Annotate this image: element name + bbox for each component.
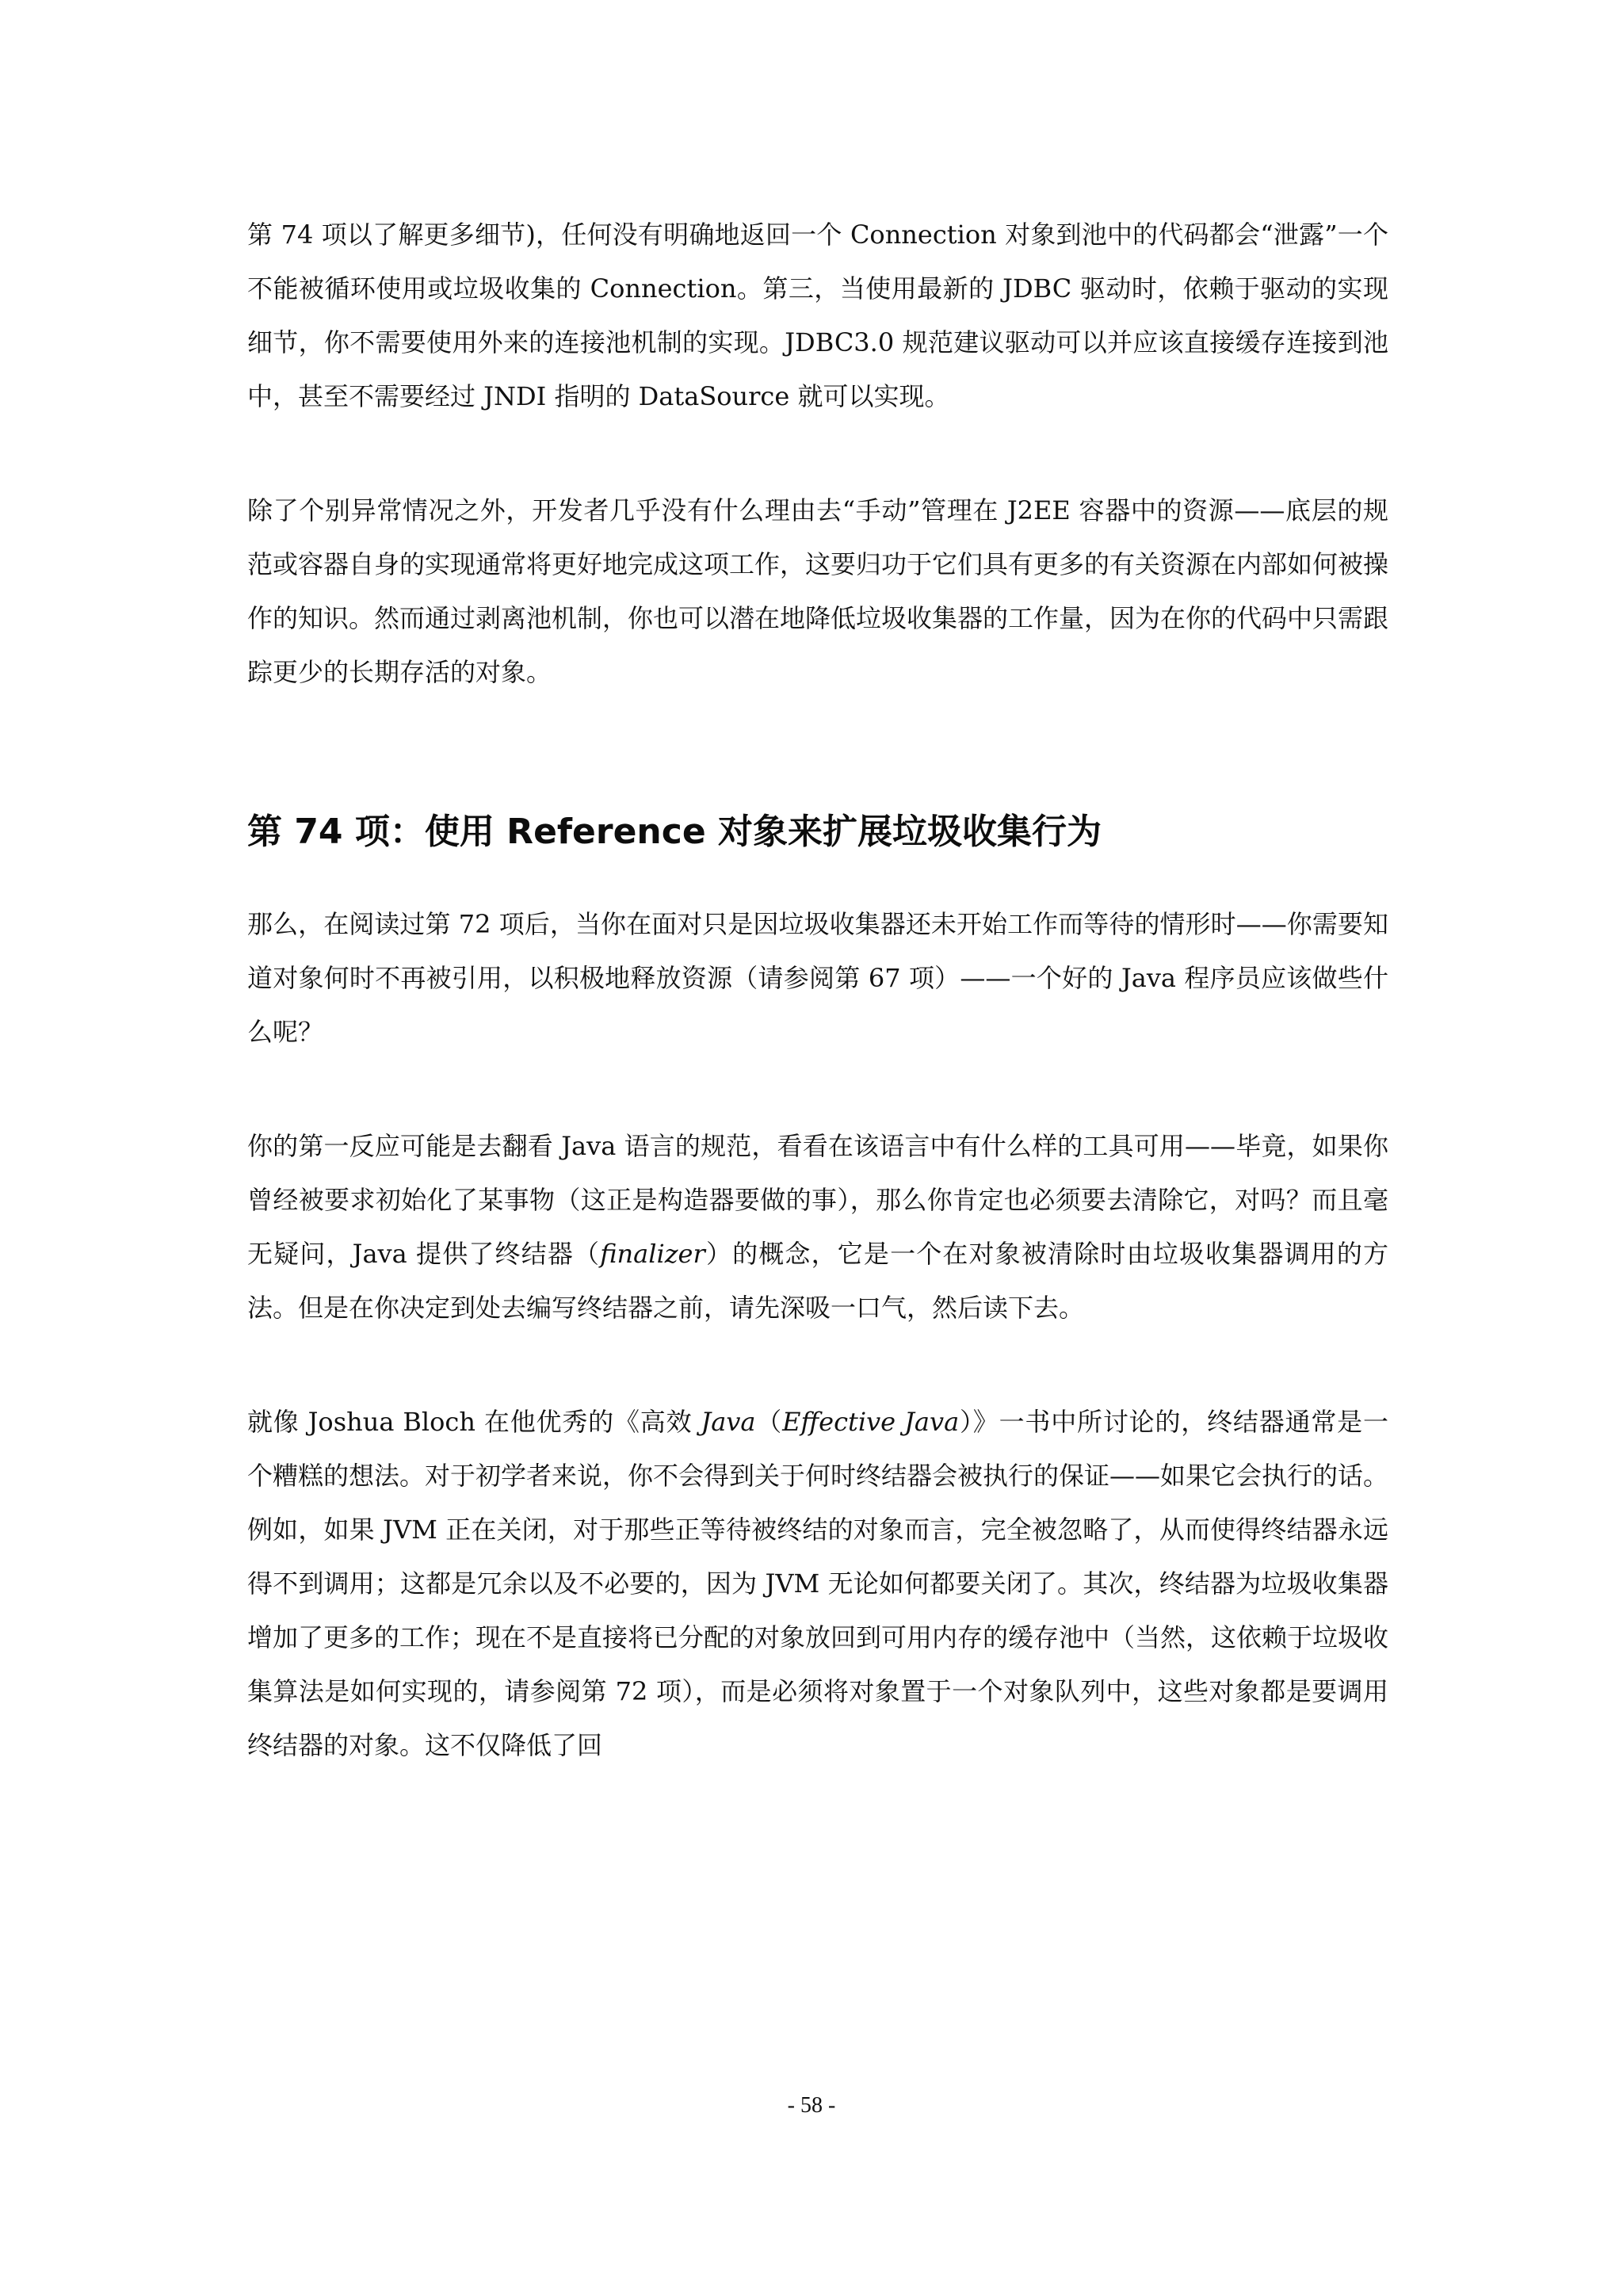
paragraph-manual-resources: 除了个别异常情况之外，开发者几乎没有什么理由去“手动”管理在 J2EE 容器中的资源——底层的规范或容器自身的实现通常将更好地完成这项工作，这要归功于它们具有更多的有关资源在内部如何被操作的知识。然而通过剥离池机制，你也可以潜在地降低垃圾收集器的工作量，因为在你的代码中只需跟踪更少的长期存活的对象。 [247, 495, 1389, 687]
section-heading: 第 74 项：使用 Reference 对象来扩展垃圾收集行为 [247, 812, 1102, 852]
paragraph-gap [247, 856, 1388, 897]
paragraph-gap [247, 699, 1388, 808]
paragraph-gap [247, 1335, 1388, 1395]
page-number: - 58 - [787, 2093, 836, 2118]
paragraph-finalizer-intro [247, 1119, 1388, 1335]
paragraph-connection-pool: 第 74 项以了解更多细节)，任何没有明确地返回一个 Connection 对象到池中的代码都会“泄露”一个不能被循环使用或垃圾收集的 Connection。第三，当使用最新的 JDBC 驱动时，依赖于驱动的实现细节，你不需要使用外来的连接池机制的实现。JDBC3.0 规范建议驱动可以并应该直接缓存连接到池中，甚至不需要经过 JNDI 指明的 DataSource 就可以实现。 [247, 220, 1388, 411]
paragraph-intro-question: 那么，在阅读过第 72 项后，当你在面对只是因垃圾收集器还未开始工作而等待的情形时——你需要知道对象何时不再被引用，以积极地释放资源（请参阅第 67 项）——一个好的 Java 程序员应该做些什么呢？ [247, 909, 1388, 1047]
text-run: ）的概念，它是一个在对象被清除时由垃圾收集器调用的方法。但是在你决定到处去编写终结器之前，请先深吸一口气，然后读下去。 [247, 1239, 1388, 1323]
page-content [247, 208, 1388, 1772]
text-run: 你的第一反应可能是去翻看 Java 语言的规范，看看在该语言中有什么样的工具可用——毕竟，如果你曾经被要求初始化了某事物（这正是构造器要做的事），那么你肯定也必须要去清除它，对吗？而且毫无疑问，Java 提供了终结器（ [247, 1131, 1388, 1269]
emphasis-effective-java: Effective Java [782, 1407, 960, 1437]
text-run: 就像 Joshua Bloch 在他优秀的《高效 [247, 1407, 701, 1437]
text-run: （ [755, 1407, 783, 1437]
emphasis-finalizer: finalizer [600, 1239, 705, 1269]
paragraph-effective-java [247, 1395, 1388, 1772]
emphasis-java: Java [701, 1407, 756, 1437]
paragraph-gap [247, 423, 1388, 483]
text-run: ）》一书中所讨论的，终结器通常是一个糟糕的想法。对于初学者来说，你不会得到关于何时终结器会被执行的保证——如果它会执行的话。例如，如果 JVM 正在关闭，对于那些正等待被终结的对象而言，完全被忽略了，从而使得终结器永远得不到调用；这都是冗余以及不必要的，因为 JVM 无论如何都要关闭了。其次，终结器为垃圾收集器增加了更多的工作；现在不是直接将已分配的对象放回到可用内存的缓存池中（当然，这依赖于垃圾收集算法是如何实现的，请参阅第 72 项），而是必须将对象置于一个对象队列中，这些对象都是要调用终结器的对象。这不仅降低了回 [247, 1407, 1389, 1760]
paragraph-gap [247, 1059, 1388, 1119]
